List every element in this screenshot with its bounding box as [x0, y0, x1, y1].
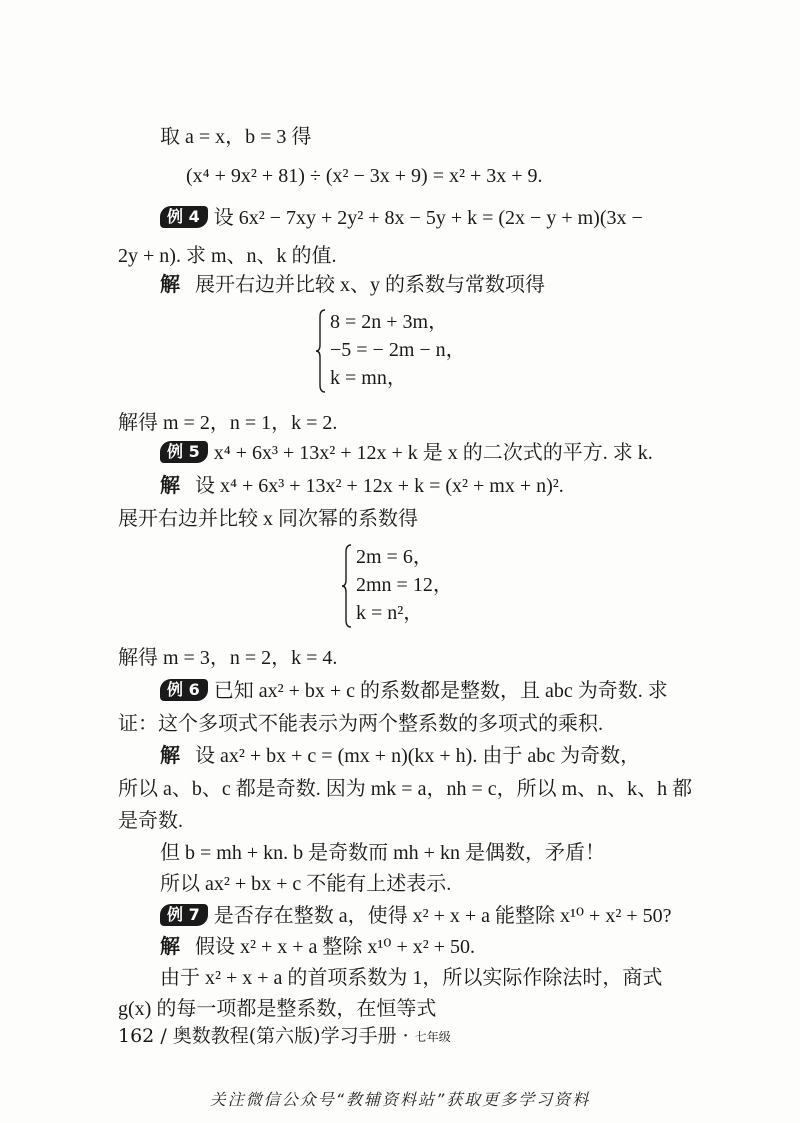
example-badge: 例 7 [160, 904, 208, 926]
solution-label: 解 [160, 936, 180, 958]
text-line: 由于 x² + x + a 的首项系数为 1，所以实际作除法时，商式 [160, 967, 663, 989]
system-row: 8 = 2n + 3m， [330, 311, 449, 333]
result-line: 解得 m = 3，n = 2，k = 4. [118, 647, 338, 669]
example-text: 是否存在整数 a，使得 x² + x + a 能整除 x¹⁰ + x² + 50? [213, 905, 672, 927]
text-line: 2y + n). 求 m、n、k 的值. [118, 245, 337, 267]
system-row: k = mn， [330, 367, 407, 389]
equation-system-1 [316, 309, 516, 393]
example-text: 设 6x² − 7xy + 2y² + 8x − 5y + k = (2x − y + m)(3x − [213, 207, 643, 229]
equation-system-2 [342, 544, 502, 628]
solution-label: 解 [160, 475, 180, 497]
example-text: 已知 ax² + bx + c 的系数都是整数，且 abc 为奇数. 求 [213, 680, 668, 702]
solution-text: 展开右边并比较 x、y 的系数与常数项得 [195, 274, 545, 296]
example-text: x⁴ + 6x³ + 13x² + 12x + k 是 x 的二次式的平方. 求 k. [213, 442, 653, 464]
solution-label: 解 [160, 745, 180, 767]
system-row: k = n²， [356, 602, 424, 624]
equation: (x⁴ + 9x² + 81) ÷ (x² − 3x + 9) = x² + 3x + 9. [186, 165, 543, 187]
text-line: 所以 ax² + bx + c 不能有上述表示. [160, 873, 452, 895]
solution-4 [160, 934, 475, 960]
solution-1 [160, 272, 545, 298]
text-line: 证：这个多项式不能表示为两个整系数的多项式的乘积. [118, 713, 603, 735]
example-5 [160, 440, 653, 466]
page-number: 162 [118, 1025, 155, 1047]
text-line: g(x) 的每一项都是整系数，在恒等式 [118, 998, 437, 1020]
text-line: 但 b = mh + kn. b 是奇数而 mh + kn 是偶数，矛盾！ [160, 842, 605, 864]
example-badge: 例 5 [160, 441, 208, 463]
text-line: 是奇数. [118, 810, 183, 832]
left-brace-icon [342, 544, 352, 628]
result-line: 解得 m = 2，n = 1，k = 2. [118, 412, 338, 434]
page-footer [118, 1021, 451, 1048]
text-line: 取 a = x，b = 3 得 [160, 126, 312, 148]
example-6 [160, 678, 668, 704]
system-row: 2m = 6， [356, 546, 433, 568]
example-4 [160, 205, 643, 231]
book-title: 奥数教程(第六版)学习手册 · [172, 1025, 409, 1047]
example-7 [160, 903, 671, 929]
system-row: 2mn = 12， [356, 574, 453, 596]
solution-2 [160, 473, 564, 499]
solution-text: 设 ax² + bx + c = (mx + n)(kx + h). 由于 abc 为奇数， [195, 745, 641, 767]
grade-label: 七年级 [414, 1030, 451, 1044]
solution-text: 假设 x² + x + a 整除 x¹⁰ + x² + 50. [195, 936, 475, 958]
example-badge: 例 6 [160, 679, 208, 701]
watermark-text: 关注微信公众号“教辅资料站”获取更多学习资料 [209, 1090, 591, 1109]
solution-3 [160, 743, 640, 769]
example-badge: 例 4 [160, 206, 208, 228]
left-brace-icon [316, 309, 326, 393]
solution-text: 设 x⁴ + 6x³ + 13x² + 12x + k = (x² + mx + n)². [195, 475, 564, 497]
text-line: 所以 a、b、c 都是奇数. 因为 mk = a，nh = c，所以 m、n、k、h 都 [118, 778, 693, 800]
system-row: −5 = − 2m − n， [330, 339, 466, 361]
solution-label: 解 [160, 274, 180, 296]
text-line: 展开右边并比较 x 同次幂的系数得 [118, 508, 418, 530]
footer-separator: / [160, 1025, 167, 1047]
